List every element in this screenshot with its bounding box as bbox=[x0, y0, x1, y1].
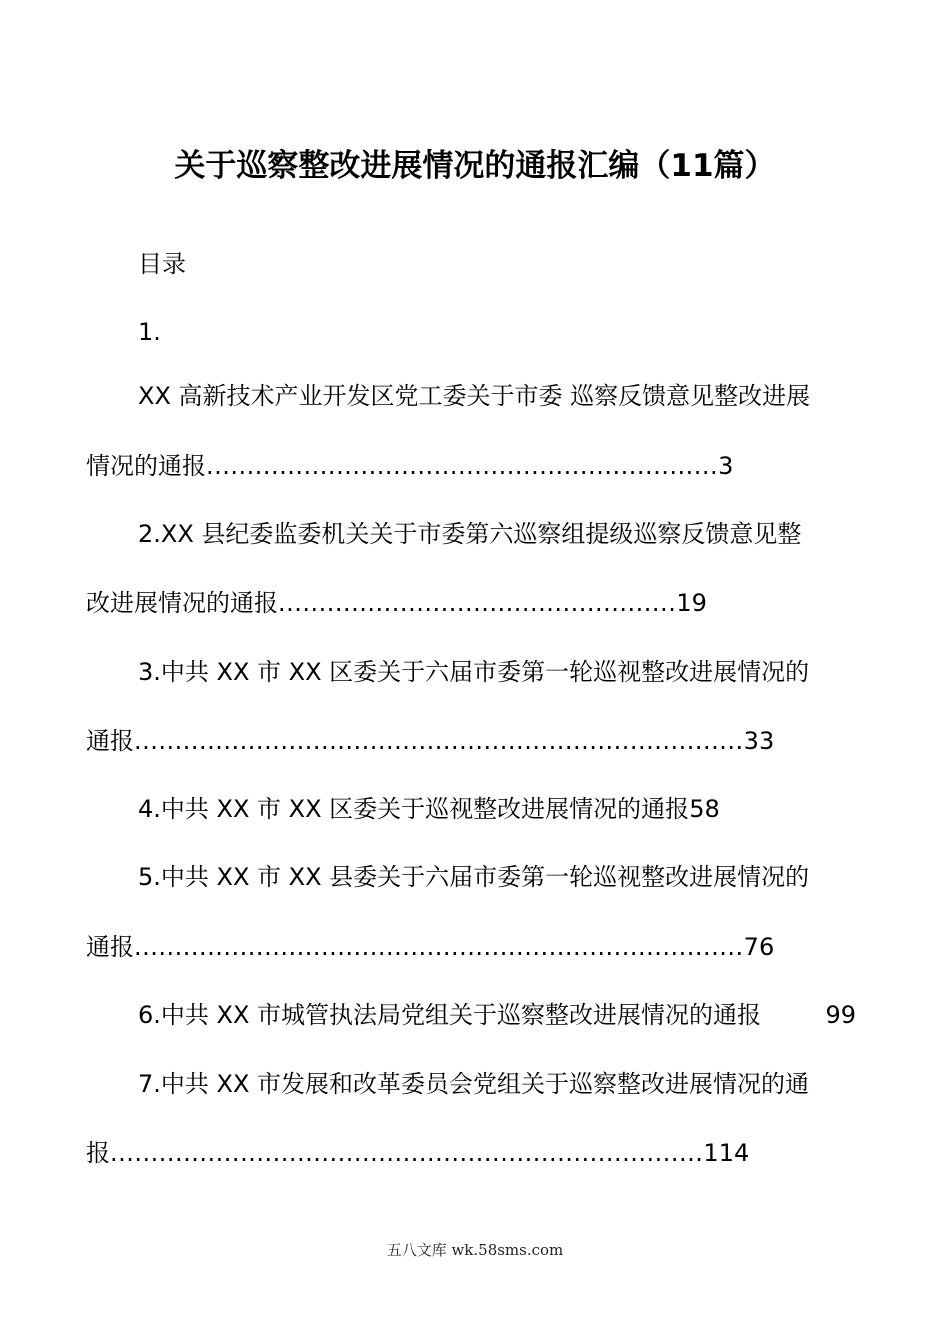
toc-entry-6-text: 6.中共 XX 市城管执法局党组关于巡察整改进展情况的通报 bbox=[138, 1001, 762, 1029]
toc-entry-1-text: 情况的通报 bbox=[86, 452, 206, 480]
toc-entry-2-line1: 2.XX 县纪委监委机关关于市委第六巡察组提级巡察反馈意见整 bbox=[138, 520, 802, 548]
toc-entry-5-text: 通报 bbox=[86, 933, 134, 961]
toc-entry-6-page: 99 bbox=[825, 1001, 856, 1029]
toc-entry-4-page: 58 bbox=[689, 795, 720, 823]
toc-entry-4 bbox=[138, 789, 720, 829]
toc-entry-7-leader: ......................................................................... bbox=[110, 1139, 704, 1167]
toc-entry-3-page: 33 bbox=[743, 727, 775, 755]
page-footer: 五八文库 wk.58sms.com bbox=[386, 1241, 564, 1259]
toc-entry-5-line1: 5.中共 XX 市 XX 县委关于六届市委第一轮巡视整改进展情况的 bbox=[138, 863, 810, 891]
toc-entry-4-text: 4.中共 XX 市 XX 区委关于巡视整改进展情况的通报 bbox=[138, 795, 690, 823]
toc-entry-5-page: 76 bbox=[743, 933, 775, 961]
toc-entry-1-line1: XX 高新技术产业开发区党工委关于市委 巡察反馈意见整改进展 bbox=[138, 382, 811, 410]
toc-entry-7-line1: 7.中共 XX 市发展和改革委员会党组关于巡察整改进展情况的通 bbox=[138, 1070, 810, 1098]
toc-entry-2-line2 bbox=[86, 583, 707, 623]
toc-entry-3-line2 bbox=[86, 721, 774, 761]
toc-entry-7-page: 114 bbox=[703, 1139, 750, 1167]
toc-entry-5-leader: ........................................................................... bbox=[134, 933, 744, 961]
toc-entry-1-line2 bbox=[86, 446, 733, 486]
toc-entry-3-line1: 3.中共 XX 市 XX 区委关于六届市委第一轮巡视整改进展情况的 bbox=[138, 658, 810, 686]
toc-entry-5-line2 bbox=[86, 927, 774, 967]
toc-entry-1-number: 1. bbox=[138, 318, 161, 346]
toc-entry-3-leader: ........................................................................... bbox=[134, 727, 744, 755]
toc-entry-7-text: 报 bbox=[86, 1139, 110, 1167]
toc-entry-2-leader: ................................................. bbox=[278, 589, 677, 617]
toc-entry-2-text: 改进展情况的通报 bbox=[86, 589, 278, 617]
toc-entry-1-page: 3 bbox=[718, 452, 734, 480]
document-title: 关于巡察整改进展情况的通报汇编（11篇） bbox=[174, 148, 776, 184]
toc-entry-3-text: 通报 bbox=[86, 727, 134, 755]
toc-entry-6 bbox=[138, 995, 864, 1035]
toc-heading: 目录 bbox=[138, 250, 186, 278]
toc-entry-2-page: 19 bbox=[676, 589, 707, 617]
toc-entry-7-line2 bbox=[86, 1133, 749, 1173]
toc-entry-1-leader: ............................................................... bbox=[206, 452, 719, 480]
